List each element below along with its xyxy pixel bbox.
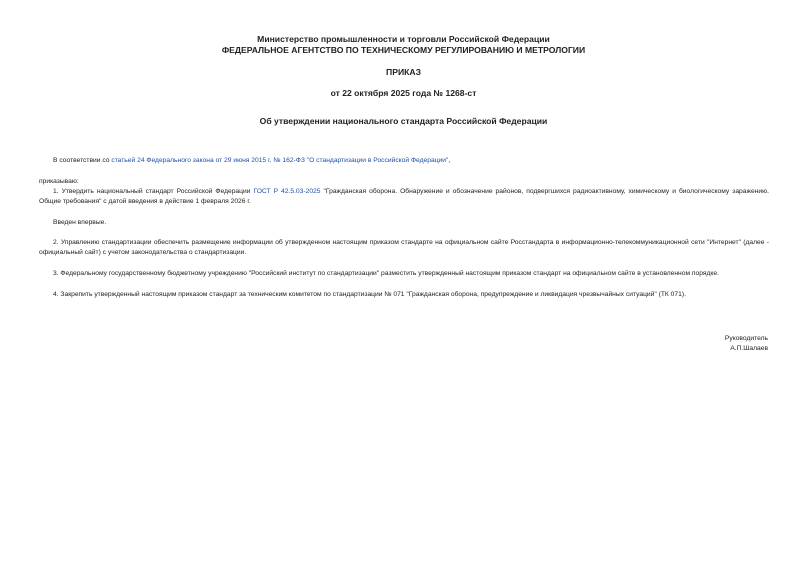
- item-1-paragraph: [39, 187, 769, 207]
- intro-paragraph: [39, 156, 769, 166]
- federal-law-link[interactable]: статьей 24 Федерального закона от 29 июня 2015 г. № 162-ФЗ "О стандартизации в Российской Федерации": [111, 157, 449, 164]
- document-type: ПРИКАЗ: [386, 67, 421, 77]
- intro-prefix: В соответствии со: [53, 157, 112, 164]
- gost-standard-link[interactable]: ГОСТ Р 42.5.03-2025: [253, 188, 321, 195]
- document-subject: Об утверждении национального стандарта Российской Федерации: [259, 116, 548, 126]
- document-date-number: от 22 октября 2025 года № 1268-ст: [330, 88, 477, 98]
- item-1-prefix: 1. Утвердить национальный стандарт Российской Федерации: [53, 188, 254, 195]
- ministry-heading: Министерство промышленности и торговли Российской Федерации: [257, 34, 550, 44]
- introduced-first-note: Введен впервые.: [53, 219, 107, 226]
- agency-heading: ФЕДЕРАЛЬНОЕ АГЕНТСТВО ПО ТЕХНИЧЕСКОМУ РЕГУЛИРОВАНИЮ И МЕТРОЛОГИИ: [221, 45, 586, 55]
- item-3-paragraph: 3. Федеральному государственному бюджетному учреждению "Российский институт по стандартизации" разместить утвержденный настоящим приказом стандарт на официальном сайте в установленном порядке.: [53, 270, 720, 277]
- signatory-name: А.П.Шалаев: [730, 345, 768, 352]
- item-4-paragraph: 4. Закрепить утвержденный настоящим приказом стандарт за техническим комитетом по стандартизации № 071 "Гражданская оборона, предупреждение и ликвидация чрезвычайных ситуаций" (ТК 071).: [53, 291, 686, 298]
- item-1-suffix: "Гражданская оборона. Обнаружение и обозначение районов, подвергшихся радиоактивному, химическому и биологическому заражению. Общие требования" с датой введения в действие 1 февраля 2026 г.: [39, 188, 769, 206]
- item-2-paragraph: 2. Управлению стандартизации обеспечить размещение информации об утвержденном настоящим приказом стандарте на официальном сайте Росстандарта в информационно-телекоммуникационной сети "Интернет" (далее - официальный сайт) с учетом законодательства о стандартизации.: [39, 239, 769, 257]
- signatory-title: Руководитель: [724, 335, 768, 342]
- intro-suffix: ,: [448, 157, 451, 164]
- order-word: приказываю:: [39, 178, 79, 185]
